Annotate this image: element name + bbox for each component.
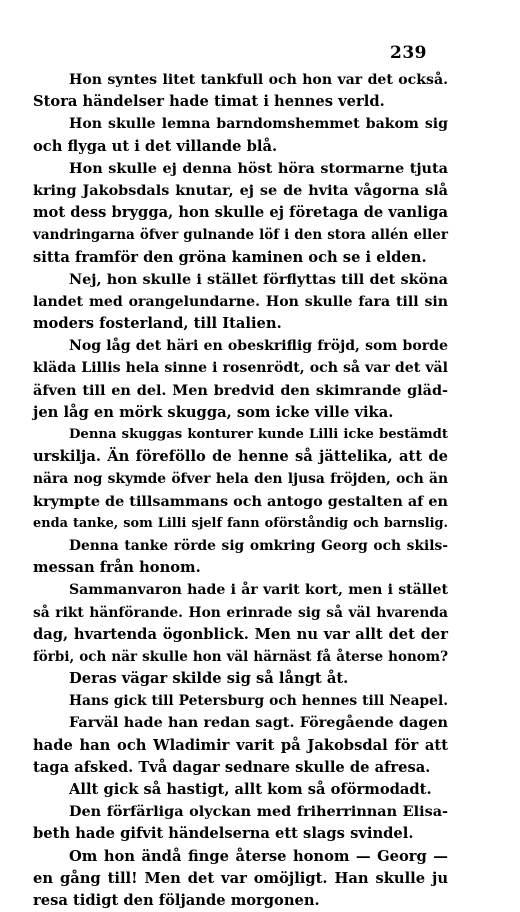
text-line: nära nog skymde öfver hela den ljusa fröjden, och än bbox=[33, 471, 448, 488]
text-line: moders fosterland, till Italien. bbox=[33, 315, 282, 333]
text-line: hade han och Wladimir varit på Jakobsdal för att bbox=[33, 736, 448, 754]
text-line: Nej, hon skulle i stället förflyttas till det sköna bbox=[69, 270, 448, 288]
text-line: Nog låg det häri en obeskriflig fröjd, som borde bbox=[69, 338, 448, 355]
text-line: förbi, och när skulle hon väl härnäst få återse honom? bbox=[33, 648, 448, 665]
text-line: vandringarna öfver gulnande löf i den stora allén eller bbox=[33, 227, 448, 244]
text-line: äfven till en del. Men bredvid den skimrande gläd- bbox=[33, 381, 448, 399]
text-line: jen låg en mörk skugga, som icke ville vika. bbox=[33, 403, 394, 421]
text-line: enda tanke, som Lilli sjelf fann oförståndig och barnslig. bbox=[33, 515, 448, 531]
text-line: taga afsked. Två dagar sednare skulle de afresa. bbox=[33, 758, 431, 776]
text-line: och flyga ut i det villande blå. bbox=[33, 137, 278, 155]
text-line: Hon skulle lemna barndomshemmet bakom sig bbox=[69, 116, 448, 133]
text-line: Stora händelser hade timat i hennes verld. bbox=[33, 93, 385, 111]
text-line: Hon skulle ej denna höst höra stormarne tjuta bbox=[69, 159, 448, 177]
text-line: Deras vägar skilde sig så långt åt. bbox=[69, 670, 349, 688]
text-line: kläda Lillis hela sinne i rosenrödt, och så var det väl bbox=[33, 360, 448, 377]
text-line: beth hade gifvit händelserna ett slags svindel. bbox=[33, 825, 414, 843]
text-line: sitta framför den gröna kaminen och se i elden. bbox=[33, 248, 427, 266]
text-line: landet med orangelundarne. Hon skulle fara till sin bbox=[33, 293, 448, 310]
text-line: urskilja. Än föreföllo de henne så jättelika, att de bbox=[33, 448, 448, 466]
text-line: dag, hvartenda ögonblick. Men nu var allt det der bbox=[33, 625, 448, 643]
text-line: Den förfärliga olyckan med friherrinnan Elisa- bbox=[69, 803, 448, 821]
text-line: Farväl hade han redan sagt. Föregående dagen bbox=[69, 714, 448, 732]
text-line: Hans gick till Petersburg och hennes till Neapel. bbox=[69, 693, 448, 710]
text-line: Denna tanke rörde sig omkring Georg och skils- bbox=[69, 537, 448, 554]
text-line: kring Jakobsdals knutar, ej se de hvita vågorna slå bbox=[33, 181, 448, 199]
text-line: messan från honom. bbox=[33, 559, 201, 577]
text-line: en gång till! Men det var omöjligt. Han skulle ju bbox=[33, 869, 448, 887]
body-text bbox=[33, 69, 448, 912]
text-line: mot dess brygga, hon skulle ej företaga de vanliga bbox=[33, 204, 448, 222]
text-line: Om hon ändå finge återse honom — Georg — bbox=[69, 847, 448, 865]
text-line: så rikt hänförande. Hon erinrade sig så väl hvarenda bbox=[33, 604, 448, 621]
page-number: 239 bbox=[390, 43, 427, 63]
text-line: Denna skuggas konturer kunde Lilli icke bestämdt bbox=[69, 427, 448, 442]
text-line: krympte de tillsammans och antogo gestalten af en bbox=[33, 492, 448, 510]
text-line: Sammanvaron hade i år varit kort, men i stället bbox=[69, 582, 448, 599]
text-line: Hon syntes litet tankfull och hon var det också. bbox=[69, 72, 448, 88]
text-line: Allt gick så hastigt, allt kom så oförmodadt. bbox=[69, 781, 432, 798]
text-line: resa tidigt den följande morgonen. bbox=[33, 891, 320, 909]
